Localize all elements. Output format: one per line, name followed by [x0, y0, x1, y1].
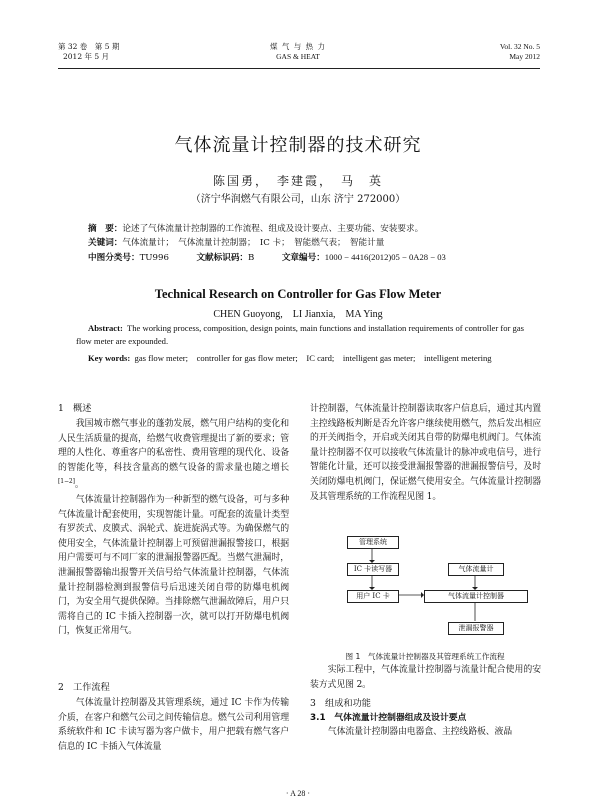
figure-1-diagram	[310, 525, 541, 650]
sec2-paragraph-cont: 计控制器，气体流量计控制器读取客户信息后，通过其内置主控线路板判断是否允许客户继续使用燃气，然后发出相应的开关阀指令，开启或关闭其自带的防爆电机阀门。气体流量计控制器不仅可以接收气体流量计的脉冲或电信号，进行智能化计量，还可以接受泄漏报警器的泄漏报警信号，及时关闭防爆电机阀门，保证燃气使用安全。气体流量计控制器及其管理系统的工作流程见图 1。	[310, 404, 541, 502]
box-gas-flow-meter: 气体流量计	[448, 563, 504, 576]
right-column-top	[310, 402, 541, 504]
clc-value: TU996	[139, 253, 169, 263]
keywords-en-label: Key words:	[88, 353, 131, 363]
section-3-title: 3 组成和功能	[310, 698, 371, 709]
citation: [1−2]	[58, 478, 75, 486]
journal-name-cn: 煤 气 与 热 力	[269, 42, 327, 51]
articleno-label: 文章编号：	[281, 253, 325, 263]
sec1-paragraph-1: 我国城市燃气事业的蓬勃发展，燃气用户结构的变化和人民生活质量的提高，给燃气收费管理提出了新的要求；管理的人性化、尊重客户的私密性、费用管理的现代化、设备的智能化等，科技含量高的燃气设备的需求量也随之增长[1−2]。	[58, 419, 289, 491]
header-volume: 第 32 卷 第 5 期	[58, 42, 120, 51]
doccode-label: 文献标识码：	[196, 253, 249, 263]
doccode-value: B	[248, 253, 255, 263]
header-volume-en: Vol. 32 No. 5	[499, 42, 540, 51]
box-controller: 气体流量计控制器	[424, 590, 528, 603]
sec31-paragraph-1: 气体流量计控制器由电器盒、主控线路板、液晶	[327, 727, 513, 737]
figure-1-caption: 图 1 气体流量计控制器及其管理系统工作流程	[345, 652, 505, 661]
paper-title-cn: 气体流量计控制器的技术研究	[174, 135, 422, 156]
fig2-reference-paragraph: 实际工程中，气体流量计控制器与流量计配合使用的安装方式见图 2。	[310, 665, 541, 690]
authors-cn: 陈国勇， 李建霞， 马 英	[212, 174, 383, 188]
left-column-body	[58, 417, 289, 639]
right-p2-block	[310, 663, 541, 692]
keywords-cn	[88, 237, 528, 250]
header-rule	[58, 68, 540, 69]
header-center	[248, 42, 348, 62]
section-3-1-title: 3.1 气体流量计控制器组成及设计要点	[310, 713, 467, 723]
header-right	[460, 42, 540, 62]
header-date: 2012 年 5 月	[63, 52, 110, 61]
affiliation-cn: （济宁华润燃气有限公司，山东 济宁 272000）	[190, 194, 406, 205]
abstract-cn-text: 论述了气体流量计控制器的工作流程、组成及设计要点、主要功能、安装要求。	[122, 224, 424, 234]
keywords-en-text: gas flow meter; controller for gas flow meter; IC card; intelligent gas meter; intelligent metering	[134, 353, 492, 363]
abstract-en	[76, 322, 524, 348]
abstract-en-label: Abstract:	[88, 323, 123, 333]
box-management-system: 管理系统	[347, 536, 399, 549]
sec31-body	[310, 725, 541, 740]
paper-title-en: Technical Research on Controller for Gas Flow Meter	[154, 287, 442, 301]
section-1-title: 1 概述	[58, 403, 92, 414]
abstract-cn	[88, 223, 528, 236]
classification-line	[88, 251, 528, 265]
sec1-paragraph-2: 气体流量计控制器作为一种新型的燃气设备，可与多种气体流量计配套使用，实现智能计量。可配套的流量计类型有罗茨式、皮膜式、涡轮式、旋进旋涡式等。为确保燃气的使用安全，气体流量计控制器上可预留泄漏报警接口，根据用户需要可与不同厂家的泄漏报警器匹配。当燃气泄漏时，泄漏报警器输出报警开关信号给气体流量计控制器，气体流量计控制器检测到报警信号后迅速关闭自带的防爆电机阀门，为安全用气提供保障。当排除燃气泄漏故障后，用户只需将自己的 IC 卡插入控制器一次，就可以打开防爆电机阀门，恢复正常用气。	[58, 494, 289, 637]
section-2-title: 2 工作流程	[58, 682, 110, 693]
box-ic-card-reader: IC 卡读写器	[347, 563, 399, 576]
header-left	[58, 42, 119, 62]
keywords-cn-label: 关键词：	[88, 238, 123, 248]
keywords-en	[76, 352, 524, 365]
abstract-en-text: The working process, composition, design points, main functions and installation requirements of controller for gas flow meter are expounded.	[76, 323, 524, 346]
header-date-en: May 2012	[509, 52, 540, 61]
clc-label: 中图分类号：	[88, 253, 140, 263]
box-user-ic-card: 用户 IC 卡	[347, 590, 399, 603]
journal-name-en: GAS & HEAT	[276, 52, 320, 61]
articleno-value: 1000 − 4416(2012)05 − 0A28 − 03	[324, 252, 446, 262]
box-leak-alarm: 泄漏报警器	[448, 622, 504, 635]
sec2-paragraph-1: 气体流量计控制器及其管理系统，通过 IC 卡作为传输介质，在客户和燃气公司之间传输信息。燃气公司利用管理系统软件和 IC 卡读写器为客户做卡，用户把载有燃气客户信息的 IC 卡插入气体流量	[58, 698, 289, 752]
abstract-cn-label: 摘 要：	[88, 224, 123, 234]
page-number: · A 28 ·	[285, 789, 311, 798]
sec2-body	[58, 696, 289, 754]
keywords-cn-text: 气体流量计； 气体流量计控制器； IC 卡； 智能燃气表； 智能计量	[122, 238, 385, 248]
authors-en: CHEN Guoyong, LI Jianxia, MA Ying	[213, 309, 383, 320]
